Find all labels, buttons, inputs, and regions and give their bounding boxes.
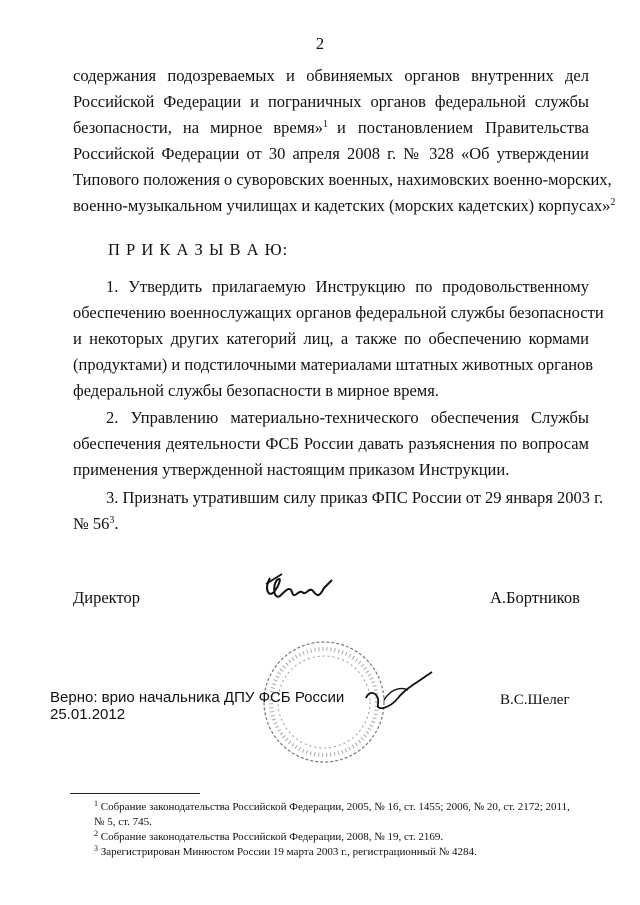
footnote <box>94 830 443 844</box>
footnote-number: 2 <box>94 829 98 838</box>
footnote-number: 1 <box>94 799 98 808</box>
signatory-position: Директор <box>73 588 140 607</box>
intro-line-part: военно-музыкальном училищах и кадетских (морских кадетских) корпусах» <box>73 196 611 215</box>
intro-line-part: и постановлением Правительства <box>337 118 589 137</box>
item1-line: (продуктами) и подстилочными материалами штатных животных органов <box>73 355 594 374</box>
footnote-number: 3 <box>94 844 98 853</box>
certification-date: 25.01.2012 <box>50 706 126 723</box>
director-signature <box>262 570 340 620</box>
item1-line: и некоторых других категорий лиц, а также по обеспечению кормами <box>73 329 589 348</box>
footnote-continuation: № 5, ст. 745. <box>94 816 152 828</box>
order-heading: П Р И К А З Ы В А Ю: <box>108 240 289 259</box>
intro-line <box>73 118 589 138</box>
item1-line: 1. Утвердить прилагаемую Инструкцию по продовольственному <box>106 277 589 296</box>
intro-line: Российской Федерации от 30 апреля 2008 г. № 328 «Об утверждении <box>73 144 589 163</box>
item3-line-part: № 56 <box>73 514 110 533</box>
footnote-ref: 3 <box>109 515 115 526</box>
footnote-ref: 2 <box>610 197 616 208</box>
footnote <box>94 845 477 859</box>
signatory-name: А.Бортников <box>490 588 580 607</box>
intro-line <box>73 196 616 216</box>
item1-line: обеспечению военнослужащих органов федеральной службы безопасности <box>73 303 604 322</box>
page-number: 2 <box>315 34 325 53</box>
certification-text: Верно: врио начальника ДПУ ФСБ России <box>50 689 345 706</box>
footnote-separator <box>70 793 200 794</box>
item2-line: обеспечения деятельности ФСБ России давать разъяснения по вопросам <box>73 434 589 453</box>
intro-line: содержания подозреваемых и обвиняемых органов внутренних дел <box>73 66 589 85</box>
intro-line: Российской Федерации и пограничных органов федеральной службы <box>73 92 589 111</box>
footnote-text: Собрание законодательства Российской Федерации, 2008, № 19, ст. 2169. <box>100 831 444 843</box>
item1-line: федеральной службы безопасности в мирное время. <box>73 381 439 400</box>
intro-line-part: безопасности, на мирное время» <box>73 118 323 137</box>
certifier-name: В.С.Шелег <box>500 692 570 708</box>
intro-line: Типового положения о суворовских военных, нахимовских военно-морских, <box>73 170 612 189</box>
item3-line-tail: . <box>114 514 119 533</box>
item2-line: 2. Управлению материально-технического обеспечения Службы <box>106 408 589 427</box>
footnote-ref: 1 <box>323 119 328 130</box>
footnote <box>94 800 570 814</box>
item3-line <box>73 514 119 534</box>
footnote-text: Зарегистрирован Минюстом России 19 марта 2003 г., регистрационный № 4284. <box>100 846 477 858</box>
item2-line: применения утвержденной настоящим приказом Инструкции. <box>73 460 510 479</box>
footnote-text: Собрание законодательства Российской Федерации, 2005, № 16, ст. 1455; 2006, № 20, ст. 2172; 2011, <box>100 801 570 813</box>
item3-line: 3. Признать утратившим силу приказ ФПС России от 29 января 2003 г. <box>106 488 604 507</box>
certifier-signature <box>360 668 440 718</box>
